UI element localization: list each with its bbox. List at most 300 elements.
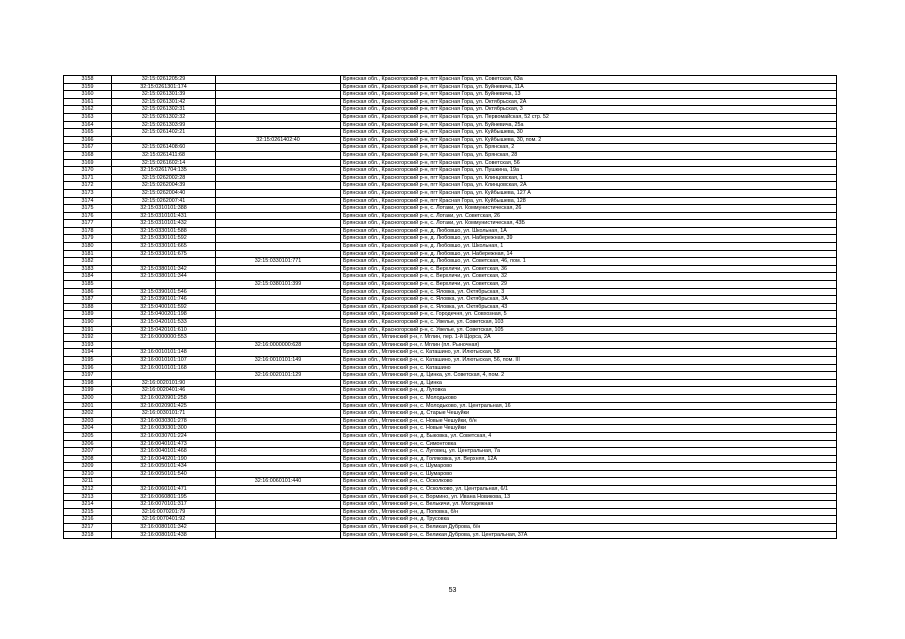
table-row bbox=[64, 227, 837, 235]
address-cell: Брянская обл., Красногорский р-н, пгт Красная Гора, ул. Куйбышева, 30, пом. 2 bbox=[341, 136, 837, 144]
building-cadastral-number-cell bbox=[216, 227, 341, 235]
cadastral-number-cell: 32:16:0030301:278 bbox=[112, 417, 216, 425]
row-number-cell: 3169 bbox=[64, 159, 112, 167]
cadastral-number-cell: 32:16:0020901:258 bbox=[112, 394, 216, 402]
cadastral-number-cell: 32:15:0262007:41 bbox=[112, 197, 216, 205]
address-cell: Брянская обл., Красногорский р-н, д. Любовшо, ул. Школьная, 1 bbox=[341, 243, 837, 251]
address-cell: Брянская обл., Мглинский р-н, с. Каташино bbox=[341, 364, 837, 372]
building-cadastral-number-cell bbox=[216, 448, 341, 456]
building-cadastral-number-cell bbox=[216, 531, 341, 539]
address-cell: Брянская обл., Красногорский р-н, пгт Красная Гора, ул. Октябрьская, 2А bbox=[341, 98, 837, 106]
table-row bbox=[64, 516, 837, 524]
address-cell: Брянская обл., Красногорский р-н, пгт Красная Гора, ул. Куйбышева, 30 bbox=[341, 129, 837, 137]
address-cell: Брянская обл., Мглинский р-н, с. Молодьково bbox=[341, 394, 837, 402]
building-cadastral-number-cell bbox=[216, 288, 341, 296]
building-cadastral-number-cell: 32:16:0000000:628 bbox=[216, 341, 341, 349]
table-row bbox=[64, 303, 837, 311]
cadastral-number-cell: 32:15:0310101:432 bbox=[112, 220, 216, 228]
cadastral-number-cell bbox=[112, 478, 216, 486]
table-row bbox=[64, 220, 837, 228]
building-cadastral-number-cell bbox=[216, 235, 341, 243]
table-row bbox=[64, 470, 837, 478]
building-cadastral-number-cell bbox=[216, 349, 341, 357]
cadastral-number-cell: 32:15:0330101:588 bbox=[112, 227, 216, 235]
address-cell: Брянская обл., Мглинский р-н, д. Быковка, ул. Советская, 4 bbox=[341, 432, 837, 440]
row-number-cell: 3159 bbox=[64, 83, 112, 91]
cadastral-number-cell: 32:16:0080101:342 bbox=[112, 524, 216, 532]
row-number-cell: 3177 bbox=[64, 220, 112, 228]
cadastral-number-cell: 32:15:0262002:28 bbox=[112, 174, 216, 182]
row-number-cell: 3214 bbox=[64, 501, 112, 509]
building-cadastral-number-cell bbox=[216, 516, 341, 524]
cadastral-number-cell: 32:15:0330101:665 bbox=[112, 243, 216, 251]
row-number-cell: 3164 bbox=[64, 121, 112, 129]
address-cell: Брянская обл., Красногорский р-н, пгт Красная Гора, ул. Пушкина, 19а bbox=[341, 167, 837, 175]
address-cell: Брянская обл., Красногорский р-н, пгт Красная Гора, ул. Клинцовская, 1 bbox=[341, 174, 837, 182]
address-cell: Брянская обл., Мглинский р-н, с. Каташино, ул. Илютыская, 58 bbox=[341, 349, 837, 357]
address-cell: Брянская обл., Мглинский р-н, с. Великая Дуброва, ул. Центральная, 37А bbox=[341, 531, 837, 539]
row-number-cell: 3158 bbox=[64, 76, 112, 84]
table-row bbox=[64, 136, 837, 144]
address-cell: Брянская обл., Красногорский р-н, д. Любовшо, ул. Школьная, 1А bbox=[341, 227, 837, 235]
row-number-cell: 3170 bbox=[64, 167, 112, 175]
table-row bbox=[64, 174, 837, 182]
building-cadastral-number-cell bbox=[216, 524, 341, 532]
address-cell: Брянская обл., Красногорский р-н, пгт Красная Гора, ул. Буйневича, 11А bbox=[341, 83, 837, 91]
building-cadastral-number-cell bbox=[216, 129, 341, 137]
address-cell: Брянская обл., Красногорский р-н, с. Лотаки, ул. Коммунистическая, 26 bbox=[341, 205, 837, 213]
row-number-cell: 3182 bbox=[64, 258, 112, 266]
building-cadastral-number-cell bbox=[216, 220, 341, 228]
cadastral-number-cell: 32:16:0040101:468 bbox=[112, 448, 216, 456]
building-cadastral-number-cell bbox=[216, 174, 341, 182]
table-row bbox=[64, 243, 837, 251]
table-row bbox=[64, 121, 837, 129]
building-cadastral-number-cell bbox=[216, 205, 341, 213]
cadastral-number-cell: 32:16:0070401:92 bbox=[112, 516, 216, 524]
table-row bbox=[64, 197, 837, 205]
cadastral-number-cell: 32:16:0040101:473 bbox=[112, 440, 216, 448]
building-cadastral-number-cell bbox=[216, 486, 341, 494]
address-cell: Брянская обл., Мглинский р-н, д. Трусовка bbox=[341, 516, 837, 524]
address-cell: Брянская обл., Красногорский р-н, пгт Красная Гора, ул. Брянская, 2 bbox=[341, 144, 837, 152]
table-row bbox=[64, 432, 837, 440]
table-row bbox=[64, 508, 837, 516]
building-cadastral-number-cell bbox=[216, 425, 341, 433]
row-number-cell: 3208 bbox=[64, 455, 112, 463]
building-cadastral-number-cell bbox=[216, 387, 341, 395]
row-number-cell: 3207 bbox=[64, 448, 112, 456]
cadastral-number-cell bbox=[112, 372, 216, 380]
building-cadastral-number-cell bbox=[216, 113, 341, 121]
row-number-cell: 3175 bbox=[64, 205, 112, 213]
address-cell: Брянская обл., Мглинский р-н, с. Луговец, ул. Центральная, 7а bbox=[341, 448, 837, 456]
table-row bbox=[64, 379, 837, 387]
row-number-cell: 3205 bbox=[64, 432, 112, 440]
table-row bbox=[64, 258, 837, 266]
table-row bbox=[64, 273, 837, 281]
row-number-cell: 3210 bbox=[64, 470, 112, 478]
address-cell: Брянская обл., Мглинский р-н, с. Новые Чешуйки, б/н bbox=[341, 417, 837, 425]
address-cell: Брянская обл., Мглинский р-н, с. Молодьково, ул. Центральная, 16 bbox=[341, 402, 837, 410]
cadastral-number-cell: 32:16:0020901:425 bbox=[112, 402, 216, 410]
address-cell: Брянская обл., Красногорский р-н, с. Яловка, ул. Октябрьская, 3А bbox=[341, 296, 837, 304]
building-cadastral-number-cell bbox=[216, 463, 341, 471]
table-row bbox=[64, 98, 837, 106]
building-cadastral-number-cell bbox=[216, 76, 341, 84]
cadastral-number-cell: 32:15:0261602:14 bbox=[112, 159, 216, 167]
cadastral-number-cell: 32:16:0060101:471 bbox=[112, 486, 216, 494]
building-cadastral-number-cell: 32:16:0020101:129 bbox=[216, 372, 341, 380]
row-number-cell: 3191 bbox=[64, 326, 112, 334]
row-number-cell: 3218 bbox=[64, 531, 112, 539]
registry-table-body bbox=[64, 76, 837, 539]
table-row bbox=[64, 394, 837, 402]
building-cadastral-number-cell bbox=[216, 319, 341, 327]
address-cell: Брянская обл., Красногорский р-н, д. Любовшо, ул. Набережная, 39 bbox=[341, 235, 837, 243]
address-cell: Брянская обл., Красногорский р-н, д. Любовшо, ул. Советская, 46, пом. 1 bbox=[341, 258, 837, 266]
cadastral-number-cell: 32:16:0070101:317 bbox=[112, 501, 216, 509]
address-cell: Брянская обл., Мглинский р-н, д. Цинка bbox=[341, 379, 837, 387]
row-number-cell: 3194 bbox=[64, 349, 112, 357]
table-row bbox=[64, 235, 837, 243]
cadastral-number-cell: 32:15:0420101:610 bbox=[112, 326, 216, 334]
address-cell: Брянская обл., Мглинский р-н, с. Новые Чешуйки bbox=[341, 425, 837, 433]
row-number-cell: 3216 bbox=[64, 516, 112, 524]
row-number-cell: 3183 bbox=[64, 265, 112, 273]
table-row bbox=[64, 288, 837, 296]
address-cell: Брянская обл., Красногорский р-н, с. Верхличи, ул. Советская, 36 bbox=[341, 265, 837, 273]
address-cell: Брянская обл., Мглинский р-н, с. Каташино, ул. Илютыская, 56, пом. III bbox=[341, 356, 837, 364]
table-row bbox=[64, 531, 837, 539]
building-cadastral-number-cell bbox=[216, 189, 341, 197]
cadastral-number-cell: 32:15:0261411:68 bbox=[112, 151, 216, 159]
address-cell: Брянская обл., Мглинский р-н, с. Осколково, ул. Центральная, 6/1 bbox=[341, 486, 837, 494]
row-number-cell: 3198 bbox=[64, 379, 112, 387]
table-row bbox=[64, 106, 837, 114]
row-number-cell: 3185 bbox=[64, 281, 112, 289]
cadastral-number-cell bbox=[112, 258, 216, 266]
row-number-cell: 3174 bbox=[64, 197, 112, 205]
cadastral-number-cell: 32:16:0080101:438 bbox=[112, 531, 216, 539]
building-cadastral-number-cell bbox=[216, 440, 341, 448]
cadastral-number-cell: 32:15:0330101:675 bbox=[112, 250, 216, 258]
row-number-cell: 3166 bbox=[64, 136, 112, 144]
address-cell: Брянская обл., Красногорский р-н, с. Верхличи, ул. Советская, 29 bbox=[341, 281, 837, 289]
table-row bbox=[64, 387, 837, 395]
cadastral-number-cell: 32:16:0050101:540 bbox=[112, 470, 216, 478]
table-row bbox=[64, 129, 837, 137]
building-cadastral-number-cell bbox=[216, 326, 341, 334]
cadastral-number-cell: 32:15:0390101:546 bbox=[112, 288, 216, 296]
cadastral-number-cell bbox=[112, 281, 216, 289]
cadastral-number-cell: 32:15:0380101:344 bbox=[112, 273, 216, 281]
row-number-cell: 3161 bbox=[64, 98, 112, 106]
address-cell: Брянская обл., Мглинский р-н, д. Луговка bbox=[341, 387, 837, 395]
table-row bbox=[64, 296, 837, 304]
cadastral-number-cell: 32:15:0400201:198 bbox=[112, 311, 216, 319]
table-row bbox=[64, 189, 837, 197]
address-cell: Брянская обл., Мглинский р-н, г. Мглин (пл. Рыночная) bbox=[341, 341, 837, 349]
address-cell: Брянская обл., Мглинский р-н, д. Цинка, ул. Советская, 4, пом. 2 bbox=[341, 372, 837, 380]
building-cadastral-number-cell bbox=[216, 364, 341, 372]
address-cell: Брянская обл., Красногорский р-н, пгт Красная Гора, ул. Октябрьская, 3 bbox=[341, 106, 837, 114]
table-row bbox=[64, 417, 837, 425]
cadastral-number-cell: 32:16:0010101:107 bbox=[112, 356, 216, 364]
table-row bbox=[64, 410, 837, 418]
cadastral-number-cell: 32:15:0261408:60 bbox=[112, 144, 216, 152]
row-number-cell: 3189 bbox=[64, 311, 112, 319]
building-cadastral-number-cell bbox=[216, 410, 341, 418]
building-cadastral-number-cell bbox=[216, 379, 341, 387]
building-cadastral-number-cell bbox=[216, 98, 341, 106]
cadastral-number-cell: 32:15:0261301:174 bbox=[112, 83, 216, 91]
address-cell: Брянская обл., Красногорский р-н, пгт Красная Гора, ул. Клинцовская, 2А bbox=[341, 182, 837, 190]
cadastral-number-cell: 32:15:0261302:32 bbox=[112, 113, 216, 121]
address-cell: Брянская обл., Красногорский р-н, с. Городечня, ул. Совхозная, 5 bbox=[341, 311, 837, 319]
cadastral-number-cell: 32:15:0261301:42 bbox=[112, 98, 216, 106]
address-cell: Брянская обл., Красногорский р-н, с. Увелье, ул. Советская, 105 bbox=[341, 326, 837, 334]
cadastral-number-cell: 32:16:0050101:434 bbox=[112, 463, 216, 471]
building-cadastral-number-cell bbox=[216, 273, 341, 281]
row-number-cell: 3188 bbox=[64, 303, 112, 311]
address-cell: Брянская обл., Красногорский р-н, д. Любовшо, ул. Набережная, 14 bbox=[341, 250, 837, 258]
address-cell: Брянская обл., Мглинский р-н, с. Великая Дуброва, б/н bbox=[341, 524, 837, 532]
address-cell: Брянская обл., Красногорский р-н, с. Лотаки, ул. Советская, 26 bbox=[341, 212, 837, 220]
address-cell: Брянская обл., Мглинский р-н, с. Шумарово bbox=[341, 463, 837, 471]
table-row bbox=[64, 144, 837, 152]
row-number-cell: 3171 bbox=[64, 174, 112, 182]
table-row bbox=[64, 113, 837, 121]
address-cell: Брянская обл., Мглинский р-н, с. Вормино, ул. Ивана Новикова, 13 bbox=[341, 493, 837, 501]
row-number-cell: 3167 bbox=[64, 144, 112, 152]
row-number-cell: 3215 bbox=[64, 508, 112, 516]
building-cadastral-number-cell bbox=[216, 83, 341, 91]
building-cadastral-number-cell bbox=[216, 182, 341, 190]
cadastral-number-cell: 32:15:0420101:533 bbox=[112, 319, 216, 327]
row-number-cell: 3213 bbox=[64, 493, 112, 501]
address-cell: Брянская обл., Красногорский р-н, пгт Красная Гора, ул. Первомайская, 52 стр. 52 bbox=[341, 113, 837, 121]
table-row bbox=[64, 311, 837, 319]
address-cell: Брянская обл., Красногорский р-н, пгт Красная Гора, ул. Буйневича, 13 bbox=[341, 91, 837, 99]
row-number-cell: 3180 bbox=[64, 243, 112, 251]
table-row bbox=[64, 524, 837, 532]
building-cadastral-number-cell bbox=[216, 144, 341, 152]
cadastral-number-cell bbox=[112, 341, 216, 349]
table-row bbox=[64, 281, 837, 289]
row-number-cell: 3202 bbox=[64, 410, 112, 418]
table-row bbox=[64, 440, 837, 448]
cadastral-number-cell: 32:15:0380101:342 bbox=[112, 265, 216, 273]
building-cadastral-number-cell: 32:16:0010101:149 bbox=[216, 356, 341, 364]
building-cadastral-number-cell bbox=[216, 493, 341, 501]
building-cadastral-number-cell bbox=[216, 265, 341, 273]
building-cadastral-number-cell bbox=[216, 311, 341, 319]
building-cadastral-number-cell: 32:15:0330101:771 bbox=[216, 258, 341, 266]
row-number-cell: 3187 bbox=[64, 296, 112, 304]
address-cell: Брянская обл., Мглинский р-н, г. Мглин, пер. 1-й Щорса, 2А bbox=[341, 334, 837, 342]
cadastral-number-cell: 32:16:0030301:300 bbox=[112, 425, 216, 433]
row-number-cell: 3184 bbox=[64, 273, 112, 281]
table-row bbox=[64, 265, 837, 273]
building-cadastral-number-cell: 32:15:0380101:399 bbox=[216, 281, 341, 289]
building-cadastral-number-cell bbox=[216, 106, 341, 114]
row-number-cell: 3204 bbox=[64, 425, 112, 433]
table-row bbox=[64, 83, 837, 91]
address-cell: Брянская обл., Мглинский р-н, д. Старые Чешуйки bbox=[341, 410, 837, 418]
row-number-cell: 3200 bbox=[64, 394, 112, 402]
building-cadastral-number-cell bbox=[216, 303, 341, 311]
cadastral-number-cell: 32:15:0262004:40 bbox=[112, 189, 216, 197]
row-number-cell: 3178 bbox=[64, 227, 112, 235]
table-row bbox=[64, 356, 837, 364]
row-number-cell: 3211 bbox=[64, 478, 112, 486]
table-row bbox=[64, 455, 837, 463]
address-cell: Брянская обл., Красногорский р-н, пгт Красная Гора, ул. Советская, 63а bbox=[341, 76, 837, 84]
building-cadastral-number-cell bbox=[216, 501, 341, 509]
building-cadastral-number-cell bbox=[216, 296, 341, 304]
row-number-cell: 3212 bbox=[64, 486, 112, 494]
cadastral-number-cell: 32:16:0060801:195 bbox=[112, 493, 216, 501]
cadastral-number-cell bbox=[112, 136, 216, 144]
address-cell: Брянская обл., Красногорский р-н, пгт Красная Гора, ул. Куйбышева, 127 А bbox=[341, 189, 837, 197]
building-cadastral-number-cell bbox=[216, 417, 341, 425]
building-cadastral-number-cell bbox=[216, 250, 341, 258]
table-row bbox=[64, 349, 837, 357]
cadastral-number-cell: 32:15:0261302:31 bbox=[112, 106, 216, 114]
row-number-cell: 3201 bbox=[64, 402, 112, 410]
address-cell: Брянская обл., Красногорский р-н, пгт Красная Гора, ул. Буйневича, 25а bbox=[341, 121, 837, 129]
cadastral-number-cell: 32:16:0000000:553 bbox=[112, 334, 216, 342]
cadastral-number-cell: 32:15:0310101:431 bbox=[112, 212, 216, 220]
table-row bbox=[64, 91, 837, 99]
address-cell: Брянская обл., Мглинский р-н, д. Голяковка, ул. Верхняя, 12А bbox=[341, 455, 837, 463]
table-row bbox=[64, 493, 837, 501]
building-cadastral-number-cell bbox=[216, 243, 341, 251]
address-cell: Брянская обл., Красногорский р-н, с. Увелье, ул. Советская, 103 bbox=[341, 319, 837, 327]
address-cell: Брянская обл., Красногорский р-н, с. Яловка, ул. Октябрьская, 3 bbox=[341, 288, 837, 296]
building-cadastral-number-cell: 32:15:0261402:40 bbox=[216, 136, 341, 144]
row-number-cell: 3206 bbox=[64, 440, 112, 448]
cadastral-number-cell: 32:16:0010101:148 bbox=[112, 349, 216, 357]
cadastral-number-cell: 32:16:0030101:71 bbox=[112, 410, 216, 418]
address-cell: Брянская обл., Красногорский р-н, с. Верхличи, ул. Советская, 32 bbox=[341, 273, 837, 281]
cadastral-number-cell: 32:15:0261402:21 bbox=[112, 129, 216, 137]
address-cell: Брянская обл., Мглинский р-н, с. Шумарово bbox=[341, 470, 837, 478]
cadastral-number-cell: 32:16:0070201:79 bbox=[112, 508, 216, 516]
address-cell: Брянская обл., Красногорский р-н, пгт Красная Гора, ул. Советская, 56 bbox=[341, 159, 837, 167]
row-number-cell: 3197 bbox=[64, 372, 112, 380]
row-number-cell: 3195 bbox=[64, 356, 112, 364]
cadastral-number-cell: 32:15:0390101:746 bbox=[112, 296, 216, 304]
cadastral-number-cell: 32:15:0310101:388 bbox=[112, 205, 216, 213]
table-row bbox=[64, 341, 837, 349]
address-cell: Брянская обл., Красногорский р-н, с. Лотаки, ул. Коммунистическая, 43Б bbox=[341, 220, 837, 228]
table-row bbox=[64, 402, 837, 410]
cadastral-number-cell: 32:15:0261205:29 bbox=[112, 76, 216, 84]
table-row bbox=[64, 364, 837, 372]
row-number-cell: 3162 bbox=[64, 106, 112, 114]
building-cadastral-number-cell bbox=[216, 121, 341, 129]
cadastral-number-cell: 32:16:0010101:168 bbox=[112, 364, 216, 372]
row-number-cell: 3165 bbox=[64, 129, 112, 137]
row-number-cell: 3160 bbox=[64, 91, 112, 99]
table-row bbox=[64, 319, 837, 327]
address-cell: Брянская обл., Мглинский р-н, с. Велькичи, ул. Молодежная bbox=[341, 501, 837, 509]
table-row bbox=[64, 250, 837, 258]
building-cadastral-number-cell bbox=[216, 394, 341, 402]
row-number-cell: 3186 bbox=[64, 288, 112, 296]
cadastral-number-cell: 32:16:0020101:90 bbox=[112, 379, 216, 387]
building-cadastral-number-cell bbox=[216, 151, 341, 159]
row-number-cell: 3168 bbox=[64, 151, 112, 159]
row-number-cell: 3172 bbox=[64, 182, 112, 190]
row-number-cell: 3199 bbox=[64, 387, 112, 395]
cadastral-number-cell: 32:16:0030701:224 bbox=[112, 432, 216, 440]
building-cadastral-number-cell: 32:16:0060101:440 bbox=[216, 478, 341, 486]
building-cadastral-number-cell bbox=[216, 402, 341, 410]
table-row bbox=[64, 463, 837, 471]
building-cadastral-number-cell bbox=[216, 91, 341, 99]
table-row bbox=[64, 448, 837, 456]
table-row bbox=[64, 167, 837, 175]
row-number-cell: 3196 bbox=[64, 364, 112, 372]
address-cell: Брянская обл., Мглинский р-н, с. Осколково bbox=[341, 478, 837, 486]
building-cadastral-number-cell bbox=[216, 470, 341, 478]
row-number-cell: 3193 bbox=[64, 341, 112, 349]
building-cadastral-number-cell bbox=[216, 212, 341, 220]
table-row bbox=[64, 151, 837, 159]
table-row bbox=[64, 212, 837, 220]
address-cell: Брянская обл., Мглинский р-н, с. Симонтовка bbox=[341, 440, 837, 448]
building-cadastral-number-cell bbox=[216, 167, 341, 175]
address-cell: Брянская обл., Красногорский р-н, с. Яловка, ул. Октябрьская, 43 bbox=[341, 303, 837, 311]
row-number-cell: 3203 bbox=[64, 417, 112, 425]
table-row bbox=[64, 76, 837, 84]
table-row bbox=[64, 501, 837, 509]
table-row bbox=[64, 372, 837, 380]
building-cadastral-number-cell bbox=[216, 455, 341, 463]
address-cell: Брянская обл., Красногорский р-н, пгт Красная Гора, ул. Куйбышева, 128 bbox=[341, 197, 837, 205]
cadastral-number-cell: 32:15:0400101:592 bbox=[112, 303, 216, 311]
cadastral-number-cell: 32:15:0261303:99 bbox=[112, 121, 216, 129]
row-number-cell: 3163 bbox=[64, 113, 112, 121]
cadastral-number-cell: 32:16:0020401:46 bbox=[112, 387, 216, 395]
row-number-cell: 3209 bbox=[64, 463, 112, 471]
row-number-cell: 3176 bbox=[64, 212, 112, 220]
row-number-cell: 3173 bbox=[64, 189, 112, 197]
building-cadastral-number-cell bbox=[216, 197, 341, 205]
building-cadastral-number-cell bbox=[216, 432, 341, 440]
building-cadastral-number-cell bbox=[216, 508, 341, 516]
row-number-cell: 3190 bbox=[64, 319, 112, 327]
cadastral-number-cell: 32:15:0262004:39 bbox=[112, 182, 216, 190]
table-row bbox=[64, 159, 837, 167]
table-row bbox=[64, 478, 837, 486]
cadastral-number-cell: 32:15:0261704:135 bbox=[112, 167, 216, 175]
page-number: 53 bbox=[448, 587, 457, 594]
registry-table bbox=[63, 75, 837, 539]
building-cadastral-number-cell bbox=[216, 334, 341, 342]
cadastral-number-cell: 32:15:0330101:592 bbox=[112, 235, 216, 243]
row-number-cell: 3217 bbox=[64, 524, 112, 532]
address-cell: Брянская обл., Красногорский р-н, пгт Красная Гора, ул. Брянская, 28 bbox=[341, 151, 837, 159]
table-row bbox=[64, 326, 837, 334]
cadastral-number-cell: 32:15:0261301:39 bbox=[112, 91, 216, 99]
table-row bbox=[64, 205, 837, 213]
cadastral-number-cell: 32:16:0040201:190 bbox=[112, 455, 216, 463]
table-row bbox=[64, 334, 837, 342]
